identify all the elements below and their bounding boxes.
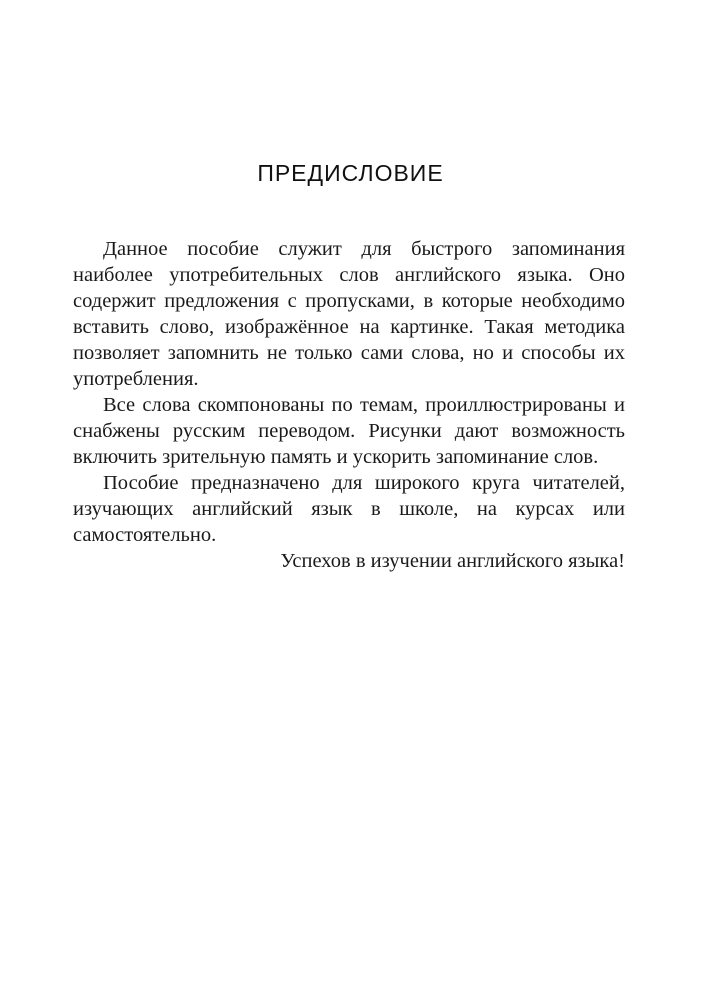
closing-line: Успехов в изучении английского языка! bbox=[280, 550, 625, 572]
page-title: ПРЕДИСЛОВИЕ bbox=[257, 160, 444, 186]
paragraph-2: Все слова скомпонованы по темам, проиллюстрированы и снабжены русским переводом. Рисунки дают возможность включить зрительную память и ускорить запоминание слов. bbox=[73, 394, 625, 468]
paragraph-1: Данное пособие служит для быстрого запоминания наиболее употребительных слов английского языка. Оно содержит предложения с пропусками, в которые необходимо вставить слово, изображённое на картинке. Такая методика позволяет запомнить не только сами слова, но и способы их употребления. bbox=[73, 238, 625, 390]
preface-body bbox=[73, 236, 625, 574]
paragraph-3: Пособие предназначено для широкого круга читателей, изучающих английский язык в школе, на курсах или самостоятельно. bbox=[73, 472, 625, 546]
